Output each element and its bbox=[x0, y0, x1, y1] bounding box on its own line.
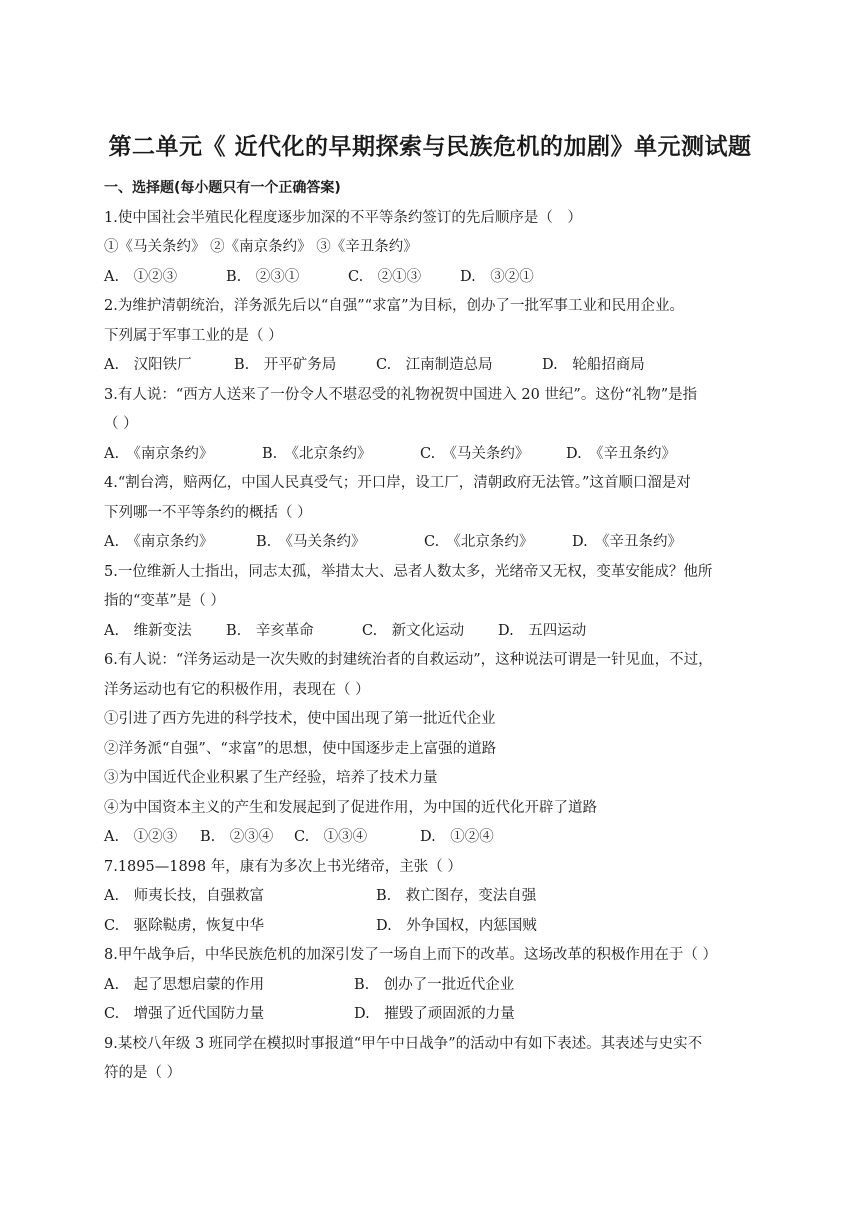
option-c: C. 《马关条约》 bbox=[420, 445, 530, 462]
option-b: B. 创办了一批近代企业 bbox=[354, 976, 515, 993]
option-d: D. 五四运动 bbox=[498, 622, 587, 639]
options-row bbox=[104, 263, 764, 293]
options-row bbox=[104, 823, 764, 853]
option-d: D. ①②④ bbox=[420, 829, 494, 845]
question-stem: （ ） bbox=[104, 416, 138, 432]
option-a: A. 《南京条约》 bbox=[104, 445, 214, 462]
options-row bbox=[104, 1000, 764, 1030]
question-item: ③为中国近代企业积累了生产经验，培养了技术力量 bbox=[104, 770, 438, 786]
question-stem: 7.1895—1898 年，康有为多次上书光绪帝，主张（ ） bbox=[104, 858, 462, 875]
option-b: B. 救亡图存，变法自强 bbox=[376, 888, 537, 904]
section-heading: 一、选择题(每小题只有一个正确答案) bbox=[104, 180, 341, 196]
question-stem: 5.一位维新人士指出，同志太孤，举措太大、忌者人数太多，光绪帝又无权，变革安能成？他所 bbox=[104, 563, 713, 580]
option-d: D. 轮船招商局 bbox=[542, 357, 645, 373]
option-b: B. 《北京条约》 bbox=[262, 445, 372, 462]
option-b: B. ②③① bbox=[226, 268, 300, 285]
options-row bbox=[104, 971, 764, 1001]
options-row bbox=[104, 882, 764, 912]
option-a: A. ①②③ bbox=[104, 829, 178, 845]
option-b: B. 《马关条约》 bbox=[256, 534, 366, 550]
option-d: D. 《辛丑条约》 bbox=[572, 534, 682, 550]
option-c: C. 《北京条约》 bbox=[424, 534, 534, 550]
option-c: C. 新文化运动 bbox=[362, 622, 465, 639]
option-a: A. 维新变法 bbox=[104, 622, 192, 639]
option-b: B. 开平矿务局 bbox=[234, 357, 337, 373]
option-d: D. 外争国权，内惩国贼 bbox=[376, 917, 537, 934]
question-stem: 2.为维护清朝统治，洋务派先后以“自强”“求富”为目标，创办了一批军事工业和民用企业。 bbox=[104, 298, 684, 314]
options-row bbox=[104, 351, 764, 381]
option-d: D. ③②① bbox=[460, 268, 534, 285]
option-b: B. ②③④ bbox=[200, 829, 274, 845]
option-d: D. 摧毁了顽固派的力量 bbox=[354, 1006, 515, 1022]
question-stem: 下列属于军事工业的是（ ） bbox=[104, 327, 283, 344]
question-item: ②洋务派“自强”、“求富”的思想，使中国逐步走上富强的道路 bbox=[104, 740, 497, 757]
option-a: A. 《南京条约》 bbox=[104, 534, 214, 550]
question-stem: 1.使中国社会半殖民化程度逐步加深的不平等条约签订的先后顺序是（ ） bbox=[104, 209, 582, 226]
option-a: A. 师夷长技，自强救富 bbox=[104, 888, 265, 904]
option-a: A. 汉阳铁厂 bbox=[104, 357, 192, 373]
option-c: C. 江南制造总局 bbox=[376, 357, 493, 373]
option-c: C. ①③④ bbox=[294, 829, 368, 845]
option-c: C. ②①③ bbox=[348, 268, 422, 285]
option-a: A. 起了思想启蒙的作用 bbox=[104, 976, 265, 993]
question-stem: 符的是（ ） bbox=[104, 1065, 182, 1081]
question-item: ①《马关条约》 ②《南京条约》 ③《辛丑条约》 bbox=[104, 239, 418, 255]
options-row bbox=[104, 528, 764, 558]
question-item: ①引进了西方先进的科学技术，使中国出现了第一批近代企业 bbox=[104, 711, 496, 727]
question-stem: 指的“变革”是（ ） bbox=[104, 593, 225, 609]
options-row bbox=[104, 912, 764, 942]
question-item: ④为中国资本主义的产生和发展起到了促进作用，为中国的近代化开辟了道路 bbox=[104, 799, 597, 816]
question-stem: 3.有人说：“西方人送来了一份令人不堪忍受的礼物祝贺中国进入 20 世纪”。这份“礼物”是指 bbox=[104, 386, 698, 403]
question-stem: 6.有人说：“洋务运动是一次失败的封建统治者的自救运动”，这种说法可谓是一针见血，不过， bbox=[104, 652, 713, 668]
page-title: 第二单元《 近代化的早期探索与民族危机的加剧》单元测试题 bbox=[108, 134, 752, 160]
question-stem: 洋务运动也有它的积极作用，表现在（ ） bbox=[104, 681, 370, 698]
question-list bbox=[104, 174, 764, 1089]
question-stem: 下列哪一不平等条约的概括（ ） bbox=[104, 504, 312, 521]
options-row bbox=[104, 617, 764, 647]
option-a: A. ①②③ bbox=[104, 268, 178, 285]
options-row bbox=[104, 440, 764, 470]
option-d: D. 《辛丑条约》 bbox=[566, 445, 676, 462]
question-stem: 8.甲午战争后，中华民族危机的加深引发了一场自上而下的改革。这场改革的积极作用在于（ ） bbox=[104, 947, 717, 963]
option-b: B. 辛亥革命 bbox=[226, 622, 314, 639]
option-c: C. 增强了近代国防力量 bbox=[104, 1006, 265, 1022]
question-stem: 9.某校八年级 3 班同学在模拟时事报道“甲午中日战争”的活动中有如下表述。其表述与史实不 bbox=[104, 1035, 703, 1052]
option-c: C. 驱除鞑虏，恢复中华 bbox=[104, 917, 265, 934]
question-stem: 4.“割台湾，赔两亿，中国人民真受气；开口岸，设工厂，清朝政府无法管。”这首顺口溜是对 bbox=[104, 475, 691, 491]
